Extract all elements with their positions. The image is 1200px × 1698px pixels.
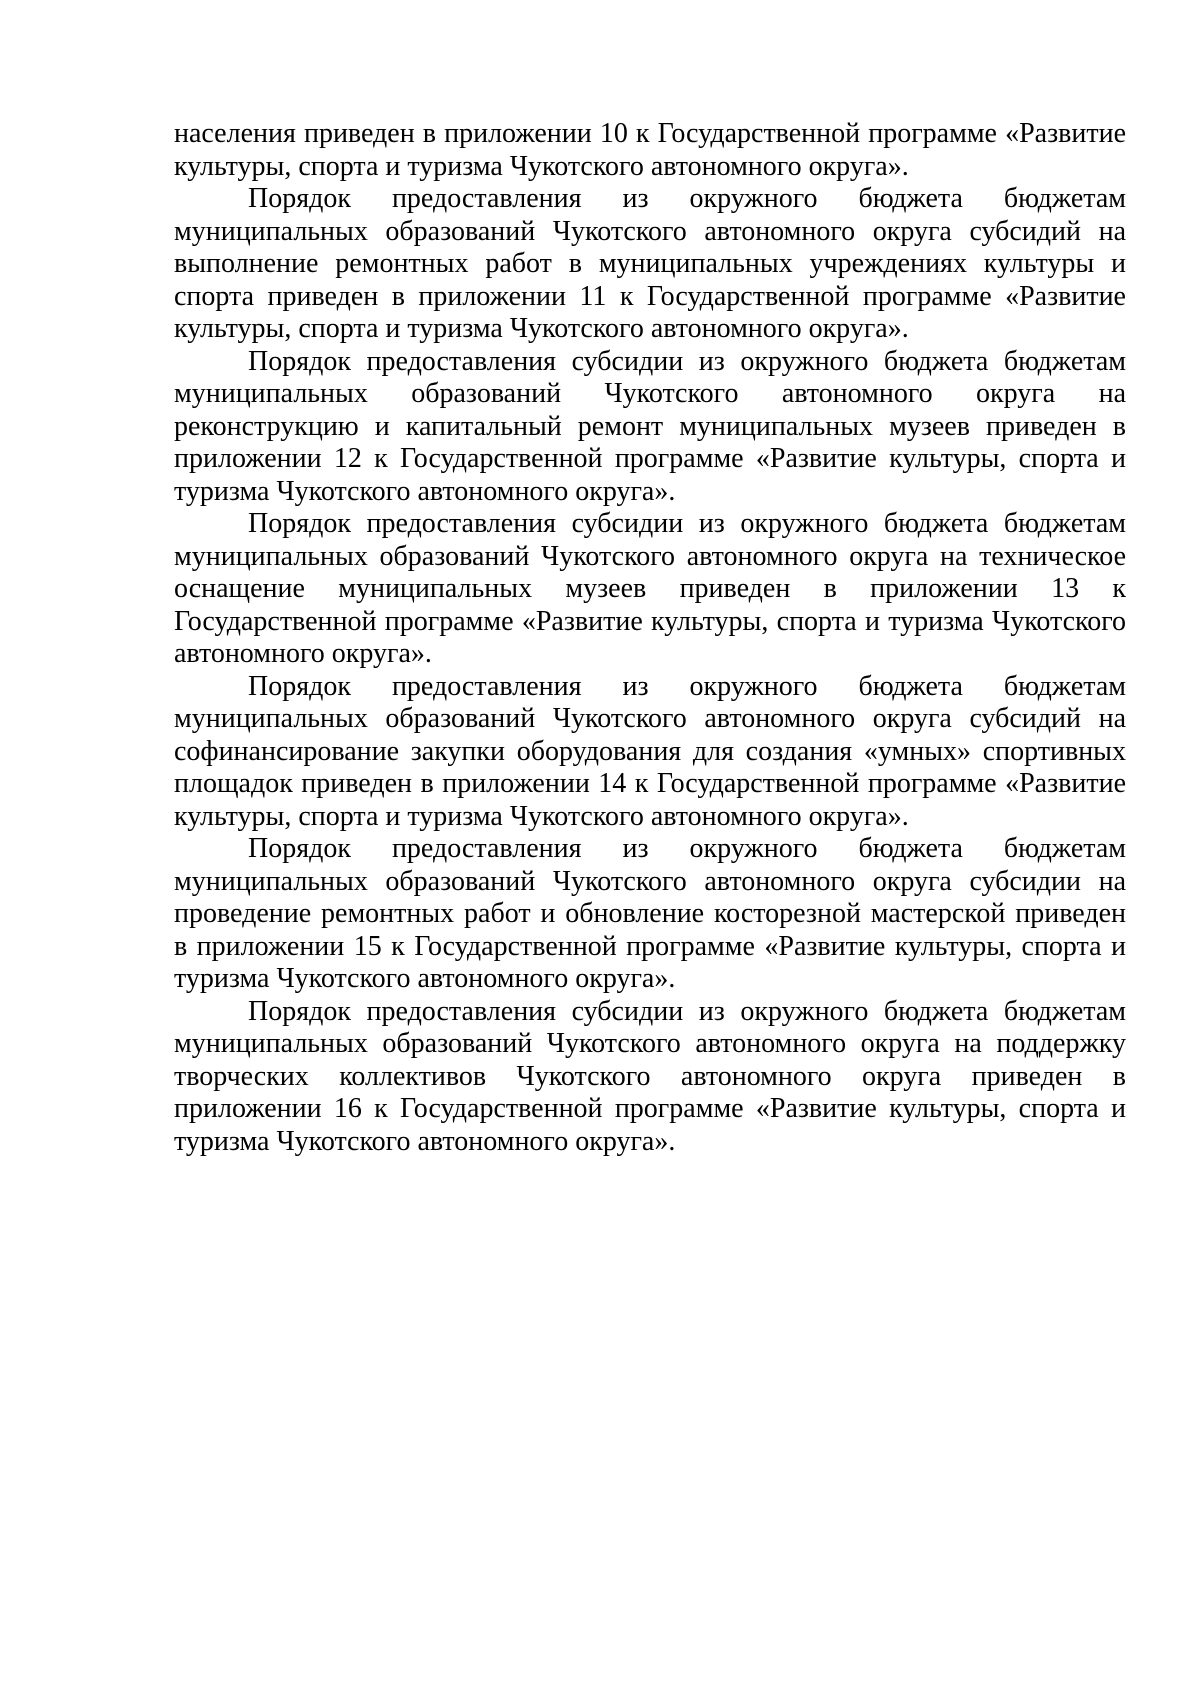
paragraph-6: Порядок предоставления из окружного бюджета бюджетам муниципальных образований Чукотского автономного округа субсидии на проведение ремонтных работ и обновление косторезной мастерской приведен в приложении 15 к Государственной программе «Развитие культуры, спорта и туризма Чукотского автономного округа».: [174, 833, 1126, 994]
paragraph-4: Порядок предоставления субсидии из окружного бюджета бюджетам муниципальных образований Чукотского автономного округа на техническое оснащение муниципальных музеев приведен в приложении 13 к Государственной программе «Развитие культуры, спорта и туризма Чукотского автономного округа».: [174, 508, 1126, 669]
paragraph-3: Порядок предоставления субсидии из окружного бюджета бюджетам муниципальных образований Чукотского автономного округа на реконструкцию и капитальный ремонт муниципальных музеев приведен в приложении 12 к Государственной программе «Развитие культуры, спорта и туризма Чукотского автономного округа».: [174, 345, 1126, 507]
paragraph-5: Порядок предоставления из окружного бюджета бюджетам муниципальных образований Чукотского автономного округа субсидий на софинансирование закупки оборудования для создания «умных» спортивных площадок приведен в приложении 14 к Государственной программе «Развитие культуры, спорта и туризма Чукотского автономного округа».: [174, 670, 1126, 832]
document-body: [174, 118, 1126, 1158]
paragraph-2: Порядок предоставления из окружного бюджета бюджетам муниципальных образований Чукотского автономного округа субсидий на выполнение ремонтных работ в муниципальных учреждениях культуры и спорта приведен в приложении 11 к Государственной программе «Развитие культуры, спорта и туризма Чукотского автономного округа».: [174, 183, 1126, 344]
paragraph-7: Порядок предоставления субсидии из окружного бюджета бюджетам муниципальных образований Чукотского автономного округа на поддержку творческих коллективов Чукотского автономного округа приведен в приложении 16 к Государственной программе «Развитие культуры, спорта и туризма Чукотского автономного округа».: [174, 995, 1126, 1157]
paragraph-1: населения приведен в приложении 10 к Государственной программе «Развитие культуры, спорта и туризма Чукотского автономного округа».: [174, 118, 1126, 182]
